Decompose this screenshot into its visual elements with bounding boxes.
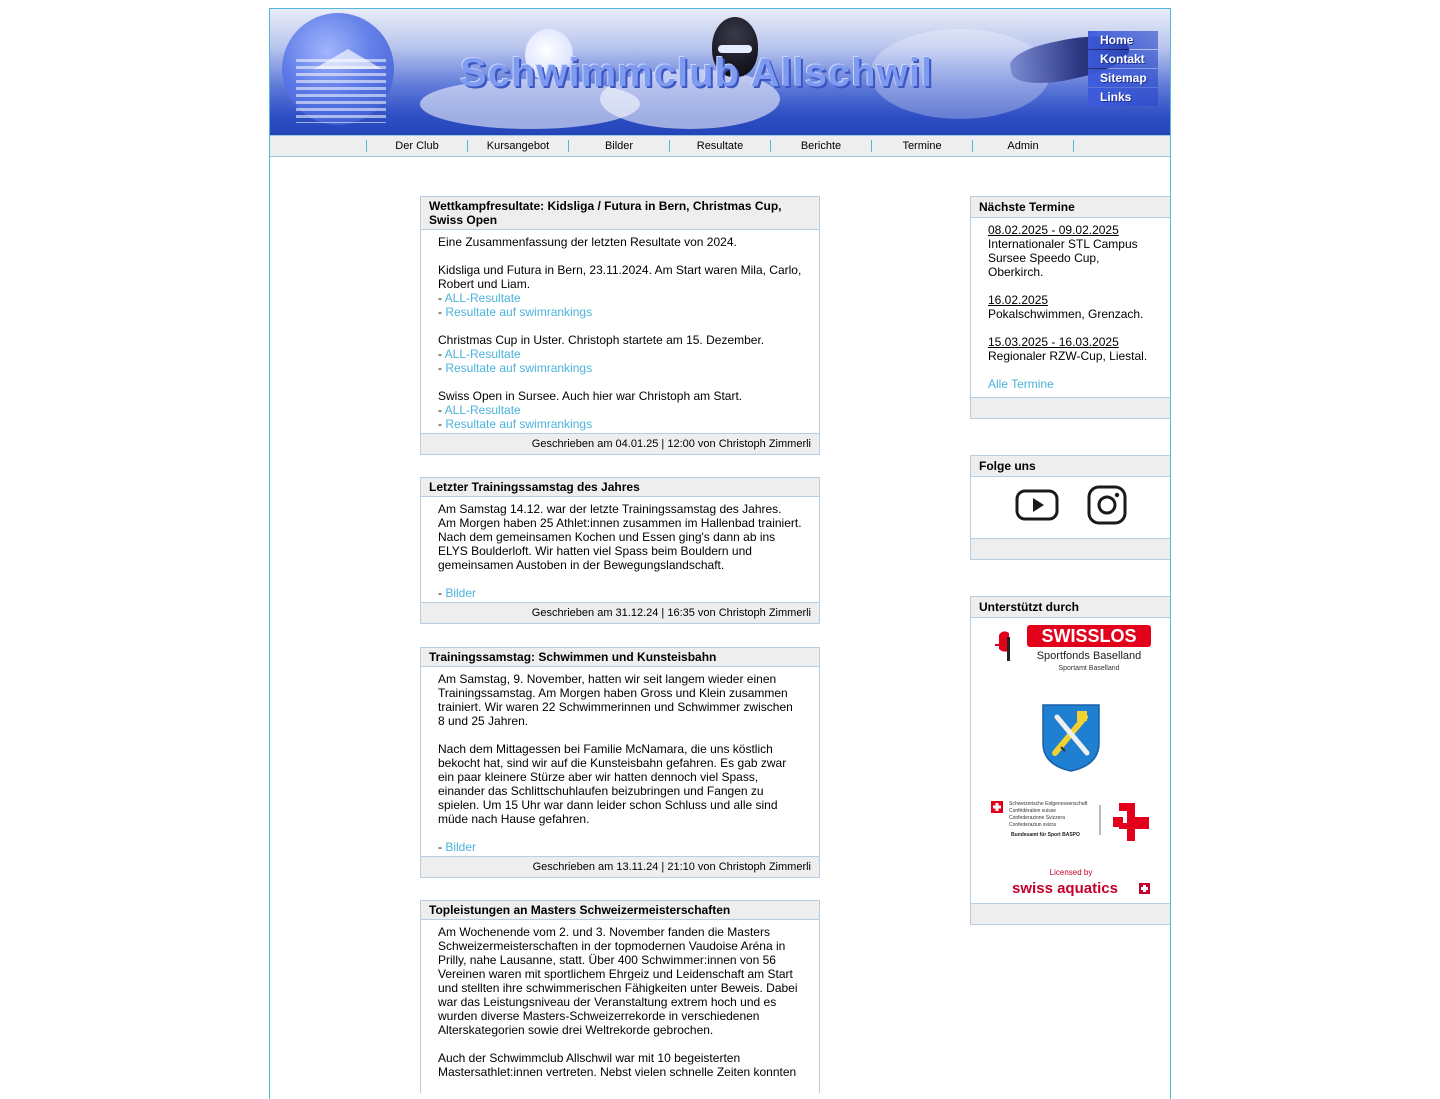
list-dash: -: [438, 291, 445, 305]
termine-date: 16.02.2025: [988, 293, 1049, 307]
termine-list: [971, 218, 1170, 391]
baspo-jugend-sport-logo[interactable]: [989, 799, 1153, 843]
menu-resultate[interactable]: Resultate: [670, 140, 771, 152]
swisslos-logo[interactable]: [989, 623, 1153, 677]
bilder-link[interactable]: Bilder: [445, 840, 477, 854]
follow-box: [970, 455, 1170, 560]
article-title: Letzter Trainingssamstag des Jahres: [421, 478, 819, 497]
article-title: Trainingssamstag: Schwimmen und Kunsteisbahn: [421, 648, 819, 667]
list-dash: -: [438, 417, 446, 431]
article-paragraph: Auch der Schwimmclub Allschwil war mit 10 begeisterten Mastersathlet:innen vertreten. Nebst vielen schnelle Zeiten konnten: [438, 1051, 797, 1079]
menu-admin[interactable]: Admin: [973, 140, 1074, 152]
main-menu: [270, 135, 1170, 157]
article-paragraph: [438, 840, 802, 854]
sponsor-list: [971, 618, 1170, 903]
menu-kursangebot[interactable]: Kursangebot: [468, 140, 569, 152]
follow-footer: [971, 538, 1170, 559]
article-box: [420, 900, 820, 1093]
logo-roof-shape: [314, 49, 382, 69]
swisslos-subtitle: Sportfonds Baselland: [1036, 650, 1141, 662]
paragraph-text: Christmas Cup in Uster. Christoph startete am 15. Dezember.: [438, 333, 765, 347]
article-body: [421, 230, 819, 431]
termine-item: [988, 293, 1153, 321]
article-paragraph: [438, 389, 802, 431]
article-footer: Geschrieben am 31.12.24 | 16:35 von Christoph Zimmerli: [421, 602, 819, 623]
top-nav: [1088, 31, 1158, 107]
nav-kontakt-link[interactable]: Kontakt: [1088, 50, 1158, 68]
menu-bilder[interactable]: Bilder: [569, 140, 670, 152]
swimrankings-link[interactable]: Resultate auf swimrankings: [445, 417, 593, 431]
club-title: Schwimmclub Allschwil: [460, 51, 933, 95]
termine-date: 15.03.2025 - 16.03.2025: [988, 335, 1119, 349]
sponsors-box: [970, 596, 1170, 925]
aquatics-wordmark: swiss aquatics: [1011, 880, 1118, 897]
baspo-text-line: Confédération suisse: [1008, 808, 1056, 814]
nav-sitemap-link[interactable]: Sitemap: [1088, 69, 1158, 87]
menu-termine[interactable]: Termine: [872, 140, 973, 152]
article-paragraph: Eine Zusammenfassung der letzten Resultate von 2024.: [438, 235, 737, 249]
social-icons: [971, 477, 1170, 538]
article-paragraph: [438, 333, 802, 375]
menu-berichte[interactable]: Berichte: [771, 140, 872, 152]
swimrankings-link[interactable]: Resultate auf swimrankings: [445, 361, 593, 375]
sponsors-title: Unterstützt durch: [971, 597, 1170, 618]
list-dash: -: [438, 305, 446, 319]
instagram-icon[interactable]: [1087, 485, 1127, 528]
alle-termine-link[interactable]: Alle Termine: [988, 377, 1054, 391]
youtube-icon[interactable]: [1015, 485, 1059, 528]
bilder-link[interactable]: Bilder: [445, 586, 477, 600]
termine-item: [988, 335, 1153, 363]
article-paragraph: Nach dem Mittagessen bei Familie McNamara, die uns köstlich bekocht hat, sind wir auf die Kunsteisbahn gefahren. Es gab zwar ein paar kleinere Stürze aber wir hatten dennoch viel Spass, einander das Schlittschuhlaufen beizubringen und Fangen zu spielen. Um 15 Uhr war dann leider schon Schluss und alle sind müde nach Hause gefahren.: [438, 742, 787, 826]
article-body: [421, 667, 819, 854]
baspo-name: Bundesamt für Sport BASPO: [1010, 832, 1080, 838]
termine-date: 08.02.2025 - 09.02.2025: [988, 223, 1119, 237]
termine-footer: [971, 397, 1170, 418]
swiss-aquatics-logo[interactable]: [989, 867, 1153, 899]
termine-text: Regionaler RZW-Cup, Liestal.: [988, 349, 1148, 363]
termine-item: [988, 223, 1153, 279]
article-paragraph: Am Samstag 14.12. war der letzte Trainingssamstag des Jahres. Am Morgen haben 25 Athlet:innen zusammen im Hallenbad trainiert. Nach dem gemeinsamen Kochen und Essen ging's dann ab ins ELYS Boulderloft. Wir hatten viel Spass beim Bouldern und gemeinsamen Austoben in der Bewegungslandschaft.: [438, 502, 802, 572]
article-paragraph: [438, 263, 802, 319]
article-footer: Geschrieben am 13.11.24 | 21:10 von Christoph Zimmerli: [421, 856, 819, 877]
page-frame: [269, 8, 1171, 1099]
article-title: Wettkampfresultate: Kidsliga / Futura in Bern, Christmas Cup, Swiss Open: [421, 197, 819, 230]
allschwil-crest[interactable]: [1041, 703, 1101, 773]
article-body: [421, 920, 819, 1079]
article-paragraph: Am Wochenende vom 2. und 3. November fanden die Masters Schweizermeisterschaften in der topmodernen Vaudoise Aréna in Prilly, nahe Lausanne, statt. Über 400 Schwimmer:innen von 56 Vereinen waren mit sportlichem Ehrgeiz und Leidenschaft am Start und stellten ihre schwimmerischen Fähigkeiten unter Beweis. Dabei war das Leistungsniveau der Veranstaltung extrem hoch und es wurden diverse Masters-Schweizerrekorde in verschiedenen Alterskategorien sowie drei Weltrekorde gebrochen.: [438, 925, 798, 1037]
aquatics-licensed-text: Licensed by: [1049, 868, 1092, 877]
sponsors-footer: [971, 903, 1170, 924]
header-banner: [270, 9, 1170, 135]
paragraph-text: Swiss Open in Sursee. Auch hier war Christoph am Start.: [438, 389, 743, 403]
swisslos-subtitle-2: Sportamt Baselland: [1057, 665, 1120, 672]
menu-der-club[interactable]: Der Club: [367, 140, 468, 152]
article-body: [421, 497, 819, 600]
article-box: [420, 477, 820, 624]
article-paragraph: Am Samstag, 9. November, hatten wir seit langem wieder einen Trainingssamstag. Am Morgen haben Gross und Klein zusammen trainiert. Wir waren 22 Schwimmerinnen und Schwimmer zwischen 8 und 25 Jahren.: [438, 672, 793, 728]
swimrankings-link[interactable]: Resultate auf swimrankings: [445, 305, 593, 319]
baspo-text-line: Confederazione Svizzera: [1008, 815, 1065, 821]
list-dash: -: [438, 840, 446, 854]
termine-box: [970, 196, 1170, 419]
baspo-text-line: Schweizerische Eidgenossenschaft: [1008, 801, 1087, 807]
nav-home-link[interactable]: Home: [1088, 31, 1158, 49]
all-resultate-link[interactable]: ALL-Resultate: [444, 403, 521, 417]
article-paragraph: [438, 586, 802, 600]
article-title: Topleistungen an Masters Schweizermeisterschaften: [421, 901, 819, 920]
follow-title: Folge uns: [971, 456, 1170, 477]
baspo-text-line: Confederaziun svizra: [1008, 822, 1056, 828]
list-dash: -: [438, 586, 446, 600]
list-dash: -: [438, 403, 445, 417]
termine-title: Nächste Termine: [971, 197, 1170, 218]
article-box: [420, 196, 820, 455]
article-box: [420, 647, 820, 878]
list-dash: -: [438, 347, 445, 361]
termine-text: Internationaler STL Campus Sursee Speedo Cup, Oberkirch.: [988, 237, 1138, 279]
nav-links-link[interactable]: Links: [1088, 88, 1158, 106]
paragraph-text: Kidsliga und Futura in Bern, 23.11.2024. Am Start waren Mila, Carlo, Robert und Liam.: [438, 263, 802, 291]
termine-text: Pokalschwimmen, Grenzach.: [988, 307, 1144, 321]
all-resultate-link[interactable]: ALL-Resultate: [444, 291, 521, 305]
article-footer: Geschrieben am 04.01.25 | 12:00 von Christoph Zimmerli: [421, 433, 819, 454]
swisslos-wordmark: SWISSLOS: [1040, 626, 1137, 646]
list-dash: -: [438, 361, 446, 375]
all-resultate-link[interactable]: ALL-Resultate: [444, 347, 521, 361]
